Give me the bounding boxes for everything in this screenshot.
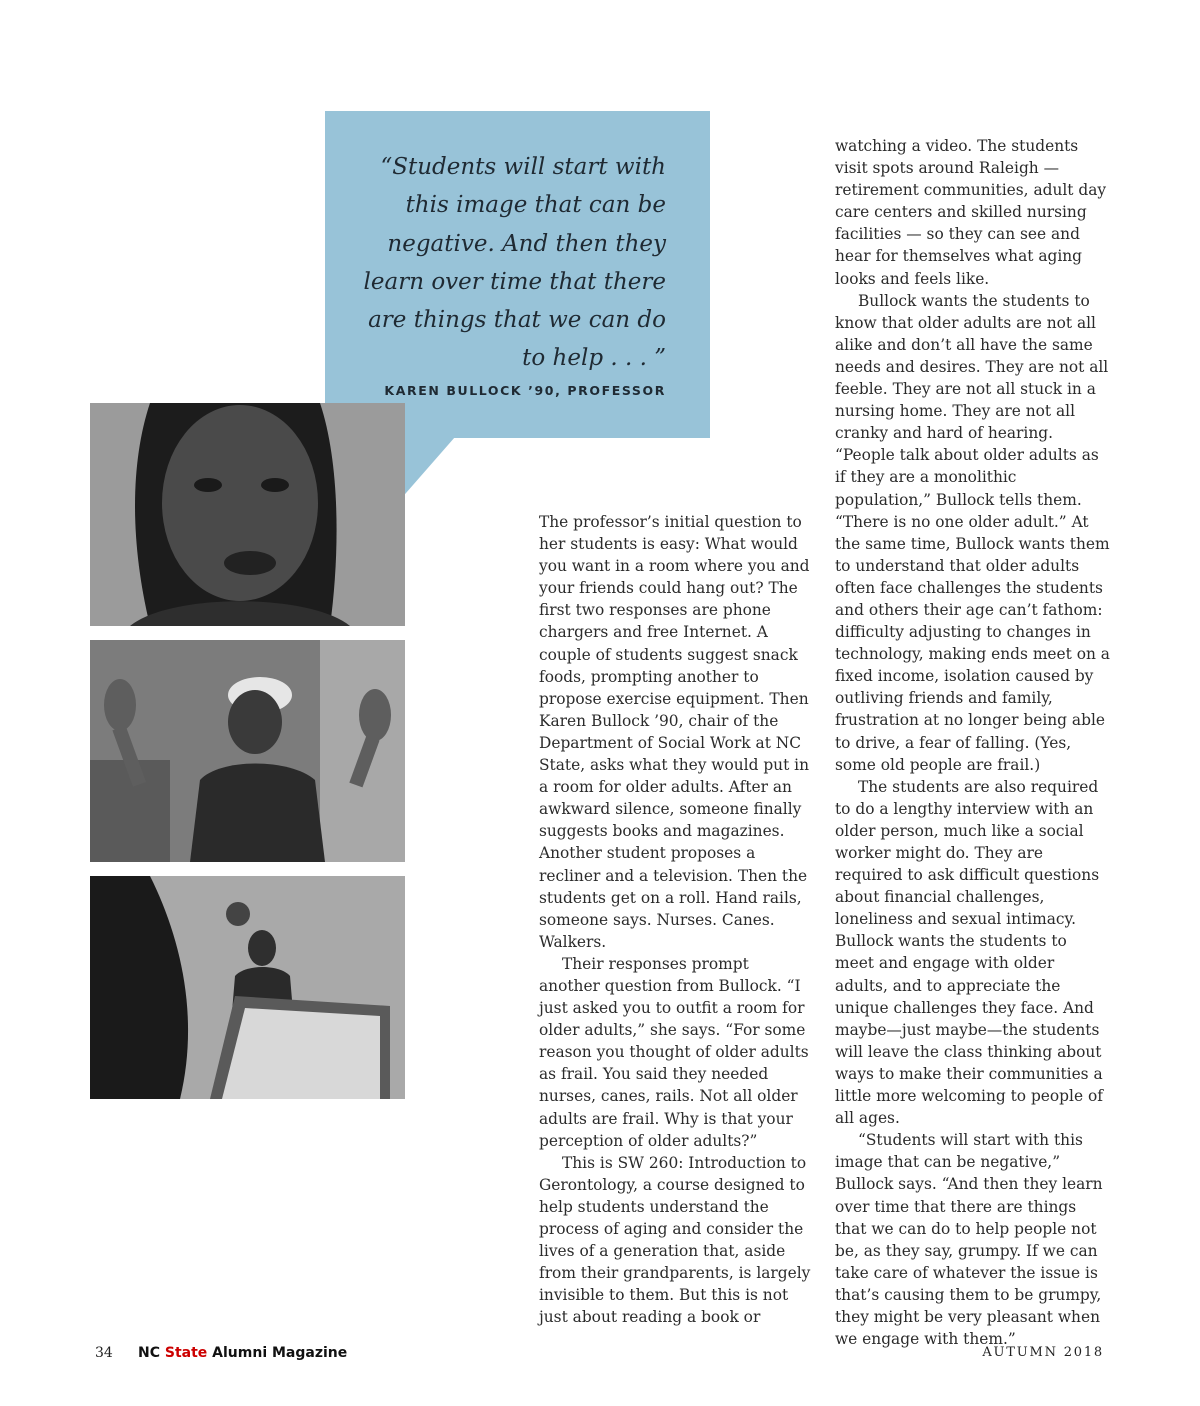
paragraph: Their responses prompt another question from Bullock. “I just asked you to outfit a room for older adults,” she says. “For some reason you thought of older adults as frail. You said they needed nurses, canes, rails. Not all older adults are frail. Why is that your perception of older adults?” xyxy=(539,954,809,1150)
issue-date: AUTUMN 2018 xyxy=(982,1345,1104,1360)
paragraph: “Students will start with this image that can be negative,” Bullock says. “And then they learn over time that there are things that we can do to help people not be, as they say, grumpy. If we can take care of whatever the issue is that’s causing them to be grumpy, they might be very pleasant when we engage with them.” xyxy=(835,1131,1103,1349)
paragraph: The professor’s initial question to her students is easy: What would you want in a room where you and your friends could hang out? The first two responses are phone chargers and free Internet. A couple of students suggest snack foods, prompting another to propose exercise equipment. Then Karen Bullock ’90, chair of the Department of Social Work at NC State, asks what they would put in a room for older adults. After an awkward silence, someone finally suggests books and magazines. Another student proposes a recliner and a television. Then the students get on a roll. Hand rails, someone says. Nurses. Canes. Walkers. xyxy=(539,513,810,951)
page-footer xyxy=(0,1345,1200,1365)
article-column-1 xyxy=(539,511,814,1328)
paragraph: This is SW 260: Introduction to Gerontology, a course designed to help students understand the process of aging and consider the lives of a generation that, aside from their grandparents, is largely invisible to them. But this is not just about reading a book or xyxy=(539,1153,811,1327)
pub-state: State xyxy=(164,1345,208,1361)
paragraph: watching a video. The students visit spots around Raleigh — retirement communities, adult day care centers and skilled nursing facilities — so they can see and hear for themselves what aging looks and feels like. xyxy=(835,137,1107,288)
pull-quote-box xyxy=(325,111,710,438)
pull-quote-attribution: KAREN BULLOCK ’90, PROFESSOR xyxy=(384,383,666,398)
lecture-photo xyxy=(90,876,405,1099)
paragraph: Bullock wants the students to know that older adults are not all alike and don’t all have the same needs and desires. They are not all feeble. They are not all stuck in a nursing home. They are not all cranky and hard of hearing. “People talk about older adults as if they are a monolithic population,” Bullock tells them. “There is no one older adult.” At the same time, Bullock wants them to understand that older adults often face challenges the students and others their age can’t fathom: difficulty adjusting to changes in technology, making ends meet on a fixed income, isolation caused by outliving friends and family, frustration at no longer being able to drive, a fear of falling. (Yes, some old people are frail.) xyxy=(835,291,1110,774)
portrait-photo xyxy=(90,403,405,626)
pub-rest: Alumni Magazine xyxy=(212,1345,348,1361)
article-column-2 xyxy=(835,135,1110,1350)
publication-name xyxy=(138,1345,347,1361)
page-number: 34 xyxy=(95,1345,113,1361)
pull-quote-text: “Students will start with this image that can be negative. And then they learn over time that there are things that we can do to help . . . ” xyxy=(363,154,666,372)
paragraph: The students are also required to do a lengthy interview with an older person, much like a social worker might do. They are required to ask difficult questions about financial challenges, loneliness and sexual intimacy. Bullock wants the students to meet and engage with older adults, and to appreciate the unique challenges they face. And maybe—just maybe—the students will leave the class thinking about ways to make their communities a little more welcoming to people of all ages. xyxy=(835,777,1103,1128)
raised-hands-photo xyxy=(90,640,405,862)
pub-nc: NC xyxy=(138,1345,160,1361)
